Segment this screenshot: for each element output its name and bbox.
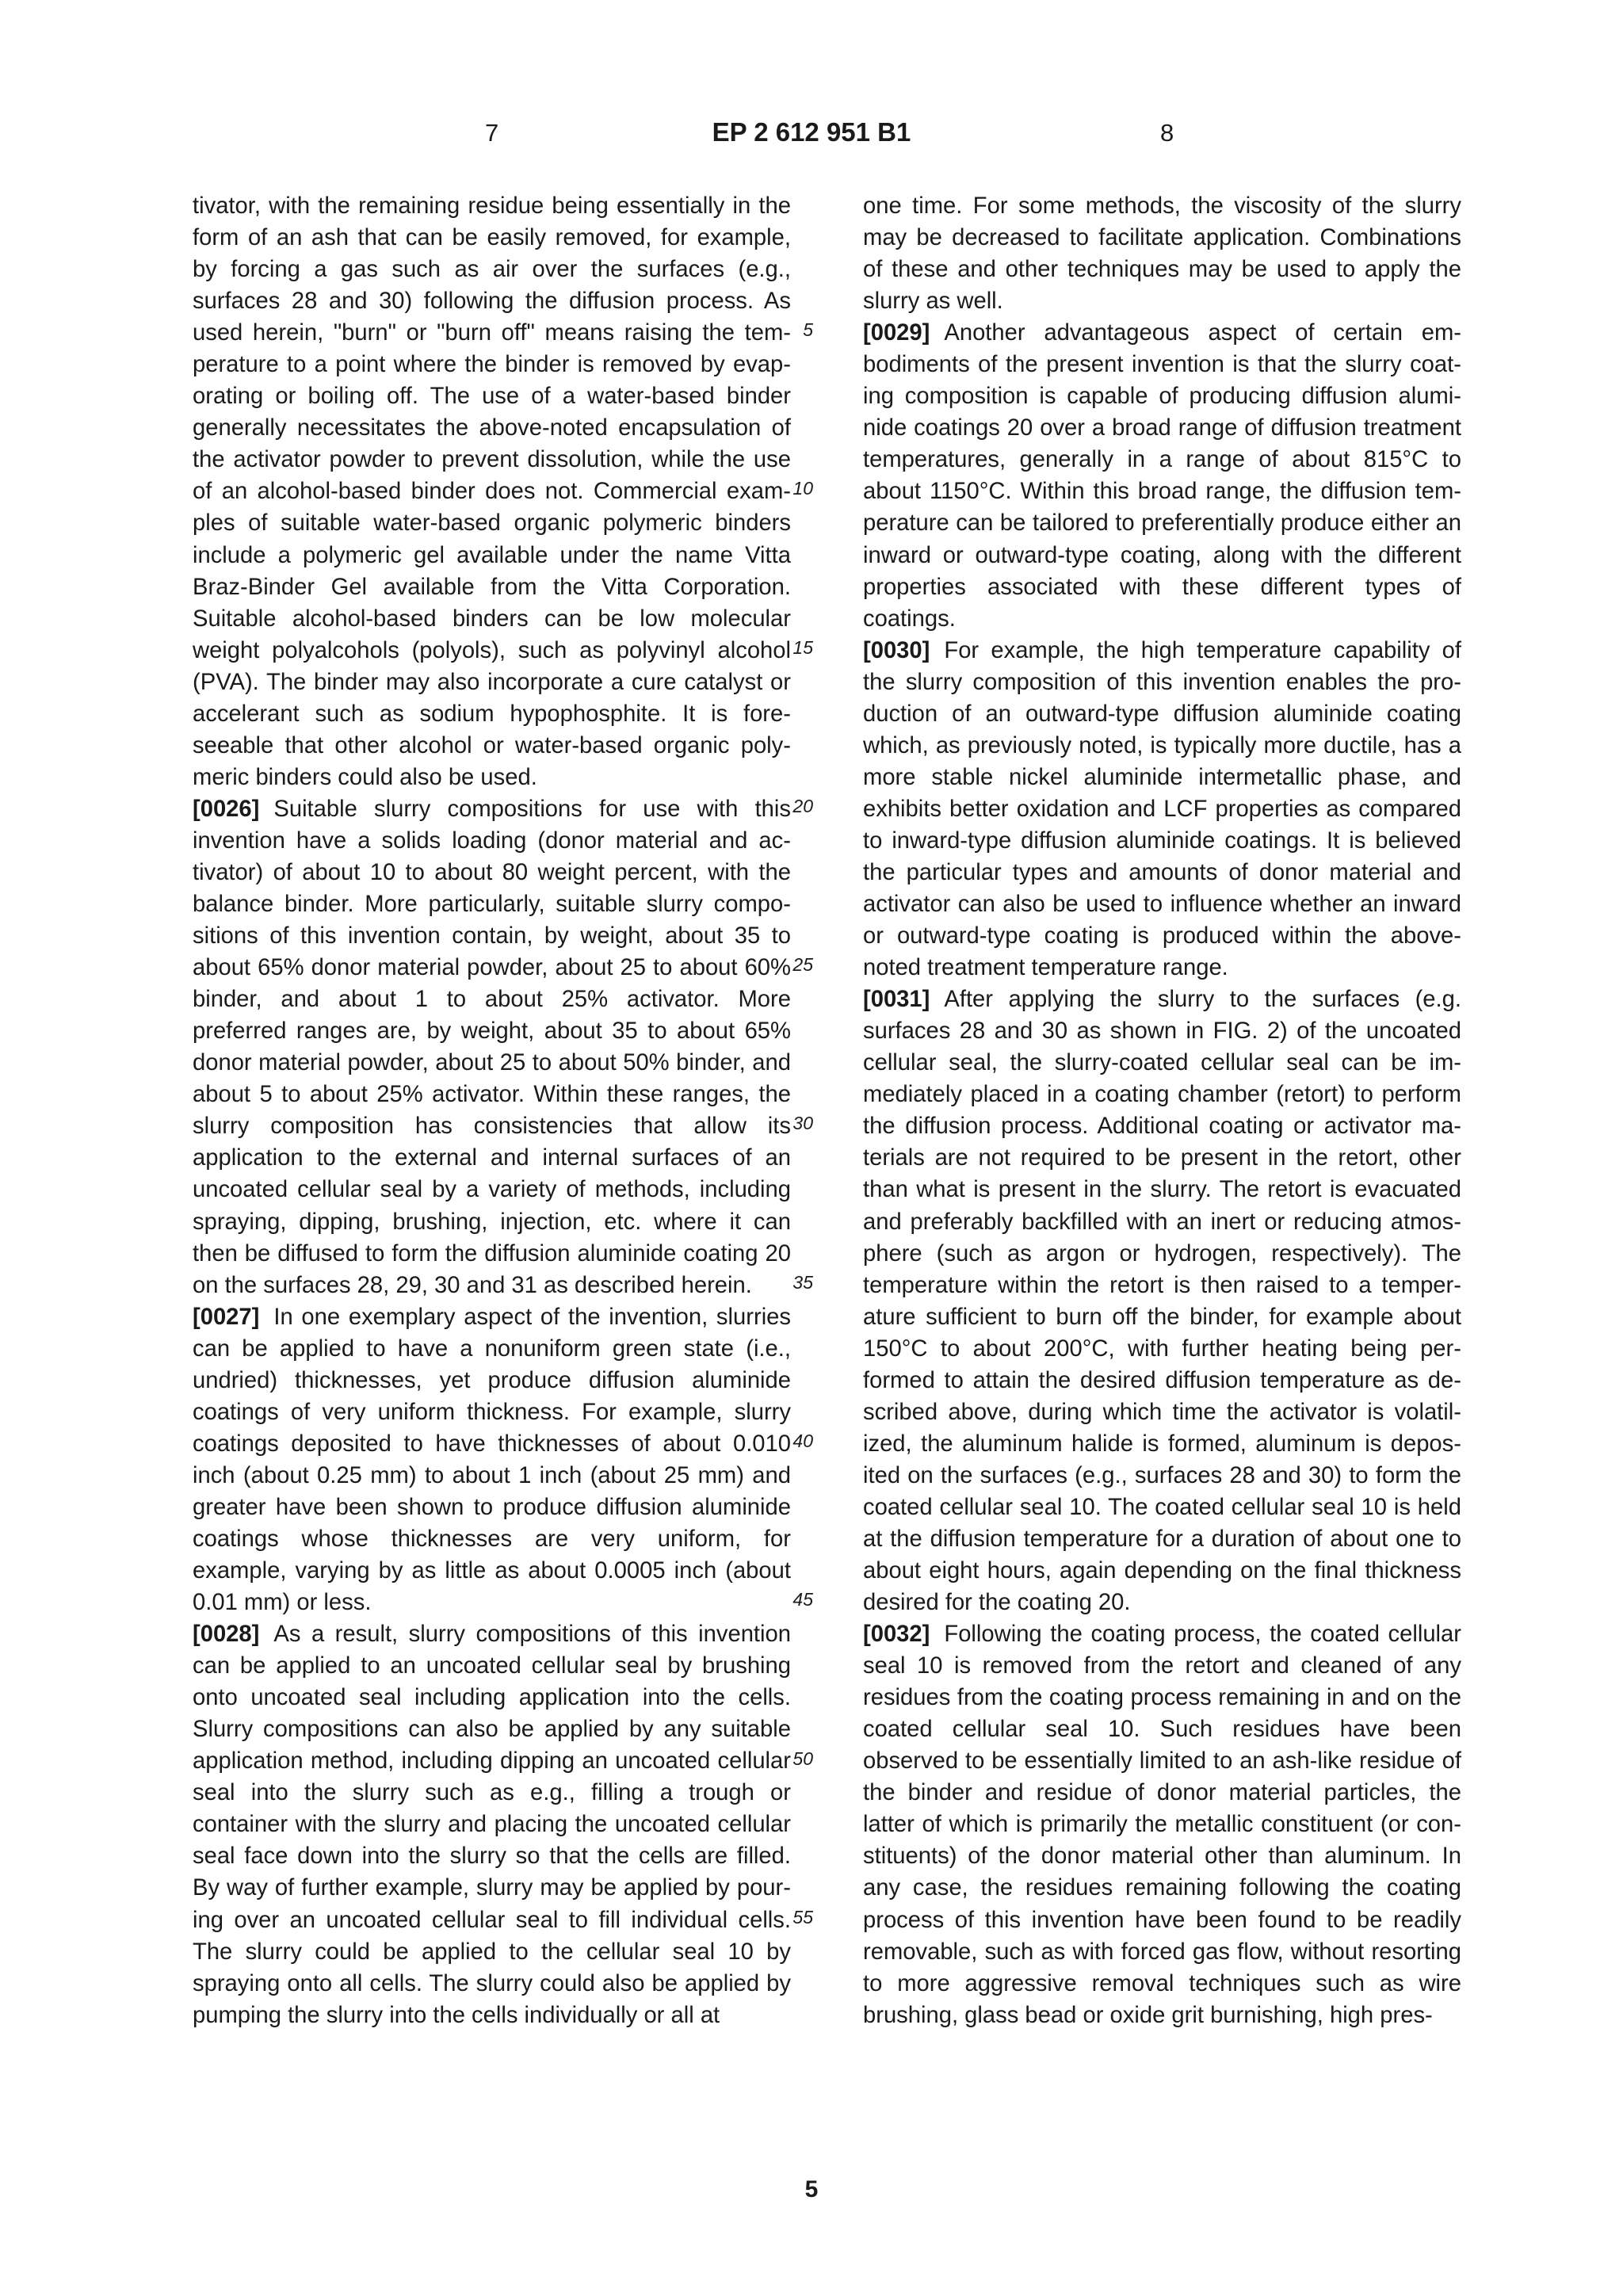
- paragraph-0026: [193, 793, 791, 1301]
- paragraph-text: After applying the slurry to the surfaces (e.g. surfaces 28 and 30 as shown in FIG. 2) of the uncoated cellular seal, the slurry-coated cellular seal can be immediately placed in a coating chamber (retort) to perform the diffusion process. Additional coating or activator materials are not required to be present in the retort, other than what is present in the slurry. The retort is evacuated and preferably backfilled with an inert or reducing atmosphere (such as argon or hydrogen, respectively). The temperature within the retort is then raised to a temperature sufficient to burn off the binder, for example about 150°C to about 200°C, with further heating being performed to attain the desired diffusion temperature as described above, during which time the activator is volatilized, the aluminum halide is formed, aluminum is deposited on the surfaces (e.g., surfaces 28 and 30) to form the coated cellular seal 10. The coated cellular seal 10 is held at the diffusion temperature for a duration of about one to about eight hours, again depending on the final thickness desired for the coating 20.: [863, 987, 1461, 1616]
- left-column: [193, 190, 791, 2031]
- paragraph-text: As a result, slurry compositions of this invention can be applied to an uncoated cellular seal by brushing onto uncoated seal including application into the cells. Slurry compositions can also be applied by any suitable application method, including dipping an uncoated cellular seal into the slurry such as e.g., filling a trough or container with the slurry and placing the uncoated cellular seal face down into the slurry so that the cells are filled. By way of further example, slurry may be applied by pouring over an uncoated cellular seal to fill individual cells. The slurry could be applied to the cellular seal 10 by spraying onto all cells. The slurry could also be applied by pumping the slurry into the cells individually or all at: [193, 1622, 791, 2028]
- paragraph-0031: [863, 984, 1461, 1618]
- paragraph-number: [0032]: [863, 1622, 930, 1648]
- line-number: 50: [792, 1748, 813, 1769]
- line-number: 5: [803, 319, 813, 340]
- paragraph-number: [0029]: [863, 320, 930, 346]
- paragraph-0027: [193, 1301, 791, 1618]
- continued-paragraph: one time. For some methods, the viscosity of the slurry may be decreased to facilitate application. Combinations of these and other techniques may be used to apply the slurry as well.: [863, 193, 1461, 315]
- paragraph-text: In one exemplary aspect of the invention, slurries can be applied to have a nonuniform green state (i.e., undried) thicknesses, yet produce diffusion aluminide coatings of very uniform thickness. For example, slurry coatings deposited to have thicknesses of about 0.010 inch (about 0.25 mm) to about 1 inch (about 25 mm) and greater have been shown to produce diffusion aluminide coatings whose thicknesses are very uniform, for example, varying by as little as about 0.0005 inch (about 0.01 mm) or less.: [193, 1304, 791, 1616]
- paragraph-text: Suitable slurry compositions for use with this invention have a solids loading (donor material and activator) of about 10 to about 80 weight percent, with the balance binder. More particularly, suitable slurry compositions of this invention contain, by weight, about 35 to about 65% donor material powder, about 25 to about 60% binder, and about 1 to about 25% activator. More preferred ranges are, by weight, about 35 to about 65% donor material powder, about 25 to about 50% binder, and about 5 to about 25% activator. Within these ranges, the slurry composition has consistencies that allow its application to the external and internal surfaces of an uncoated cellular seal by a variety of methods, including spraying, dipping, brushing, injection, etc. where it can then be diffused to form the diffusion aluminide coating 20 on the surfaces 28, 29, 30 and 31 as described herein.: [193, 796, 791, 1298]
- paragraph-number: [0028]: [193, 1622, 260, 1648]
- line-number: 55: [792, 1907, 813, 1927]
- line-number: 20: [792, 796, 813, 816]
- paragraph-number: [0031]: [863, 987, 930, 1013]
- paragraph-0030: [863, 635, 1461, 984]
- line-number: 10: [792, 478, 813, 499]
- footer-page-number: 5: [804, 2176, 819, 2202]
- line-number: 25: [792, 954, 813, 975]
- line-number: 35: [792, 1272, 813, 1293]
- line-number: 30: [792, 1113, 813, 1133]
- line-number: 40: [792, 1431, 813, 1451]
- page-number-left: 7: [485, 119, 499, 147]
- paragraph-0028: [193, 1618, 791, 2031]
- paragraph-number: [0030]: [863, 637, 930, 663]
- paragraph-text: Another advantageous aspect of certain embodiments of the present invention is that the slurry coating composition is capable of producing diffusion aluminide coatings 20 over a broad range of diffusion treatment temperatures, generally in a range of about 815°C to about 1150°C. Within this broad range, the diffusion temperature can be tailored to preferentially produce either an inward or outward-type coating, along with the different properties associated with these different types of coatings.: [863, 320, 1461, 632]
- paragraph-number: [0026]: [193, 796, 260, 822]
- paragraph-number: [0027]: [193, 1304, 260, 1330]
- line-number: 45: [792, 1589, 813, 1610]
- paragraph-text: Following the coating process, the coated cellular seal 10 is removed from the retort and cleaned of any residues from the coating process remaining in and on the coated cellular seal 10. Such residues have been observed to be essentially limited to an ash-like residue of the binder and residue of donor material particles, the latter of which is primarily the metallic constituent (or constituents) of the donor material other than aluminum. In any case, the residues remaining following the coating process of this invention have been found to be readily removable, such as with forced gas flow, without resorting to more aggressive removal techniques such as wire brushing, glass bead or oxide grit burnishing, high pres-: [863, 1622, 1461, 2028]
- page-number-right: 8: [1160, 119, 1174, 147]
- line-number: 15: [792, 637, 813, 658]
- paragraph-0029: [863, 317, 1461, 634]
- paragraph-0032: [863, 1618, 1461, 2031]
- right-column: [863, 190, 1461, 2031]
- publication-number: EP 2 612 951 B1: [712, 117, 911, 147]
- paragraph-text: For example, the high temperature capability of the slurry composition of this invention enables the production of an outward-type diffusion aluminide coating which, as previously noted, is typically more ductile, has a more stable nickel aluminide intermetallic phase, and exhibits better oxidation and LCF properties as compared to inward-type diffusion aluminide coatings. It is believed the particular types and amounts of donor material and activator can also be used to influence whether an inward or outward-type coating is produced within the above-noted treatment temperature range.: [863, 637, 1461, 981]
- continued-paragraph: tivator, with the remaining residue being essentially in the form of an ash that can be easily removed, for example, by forcing a gas such as air over the surfaces (e.g., surfaces 28 and 30) following the diffusion process. As used herein, "burn" or "burn off" means raising the temperature to a point where the binder is removed by evaporating or boiling off. The use of a water-based binder generally necessitates the above-noted encapsulation of the activator powder to prevent dissolution, while the use of an alcohol-based binder does not. Commercial examples of suitable water-based organic polymeric binders include a polymeric gel available under the name Vitta Braz-Binder Gel available from the Vitta Corporation. Suitable alcohol-based binders can be low molecular weight polyalcohols (polyols), such as polyvinyl alcohol (PVA). The binder may also incorporate a cure catalyst or accelerant such as sodium hypophosphite. It is foreseeable that other alcohol or water-based organic polymeric binders could also be used.: [193, 193, 791, 790]
